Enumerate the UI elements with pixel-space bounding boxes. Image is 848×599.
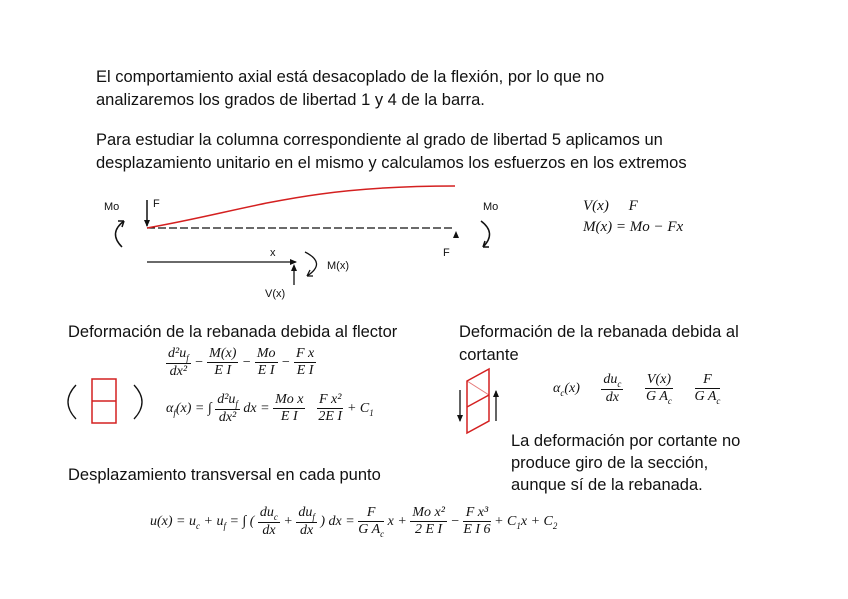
label-x: x: [270, 247, 276, 259]
cortante-equation: $\alpha_c(x)$ $du_c$ dx $\frac{V(x)}{G A_c}$ $\frac{F}{G A_c}$: [553, 372, 721, 406]
label-vx: V(x): [265, 288, 286, 300]
equation-moment-rhs: = Mo − Fx: [615, 219, 684, 235]
paragraph-2-line-2: desplazamiento unitario en el mismo y calculamos los esfuerzos en los extremos: [96, 154, 687, 172]
heading-cortante-line-1: Deformación de la rebanada debida al: [459, 323, 739, 341]
heading-desplazamiento: Desplazamiento transversal en cada punto: [68, 466, 381, 484]
label-mo-right: Mo: [483, 201, 499, 213]
flector-equation-2: $\alpha_f(x)$ = ∫ $\frac{d^2u_f}{\text{dx²}}$ dx = $\frac{\text{Mo x}}{\text{E I}}$ $\frac{\text{F x²}}{\text{2E I}}$ + $C_1$: [166, 392, 374, 425]
label-mx: M(x): [327, 260, 349, 272]
heading-cortante-line-2: cortante: [459, 346, 519, 364]
paragraph-1-line-1: El comportamiento axial está desacoplado de la flexión, por lo que no: [96, 68, 605, 86]
cortante-note-line-2: produce giro de la sección,: [511, 454, 709, 472]
paragraph-1-line-2: analizaremos los grados de libertad 1 y 4 de la barra.: [96, 91, 485, 109]
label-mo-left: Mo: [104, 201, 120, 213]
label-f-left: F: [153, 198, 160, 210]
flector-equation-1: $\frac{d^2u_f}{\text{dx²}}$ − $\frac{M(x)}{\text{E I}}$ − $\frac{Mo}{\text{E I}}$ − $\frac{\text{F x}}{\text{E I}}$: [168, 346, 315, 379]
equation-moment-lhs: M(x): [583, 219, 613, 235]
cortante-note-line-3: aunque sí de la rebanada.: [511, 476, 703, 494]
cortante-left-shear-arrowhead: [457, 415, 463, 422]
paragraph-2-line-1: Para estudiar la columna correspondiente al grado de libertad 5 aplicamos un: [96, 131, 663, 149]
cortante-element-diagonal-1: [467, 395, 489, 407]
displacement-equation: $u(x) = u_c + u_f$ = ∫ ( $du_c$ dx + $du_f$ dx ) dx = $\frac{F}{G A_c}$ x + $\frac{\text{Mo x²}}{\text{2 E I}}$ − $\frac{\text{F x³}}{\text{E I 6}}$ + $C_1x + C_2$: [150, 505, 558, 539]
cortante-right-shear-arrowhead: [493, 390, 499, 397]
label-f-right: F: [443, 247, 450, 259]
cortante-note-line-1: La deformación por cortante no: [511, 432, 741, 450]
equation-shear-rhs: F: [628, 198, 638, 214]
cortante-element-diagonal-2: [467, 381, 489, 395]
equation-shear-lhs: V(x): [583, 198, 609, 214]
heading-flector: Deformación de la rebanada debida al flector: [68, 323, 398, 341]
